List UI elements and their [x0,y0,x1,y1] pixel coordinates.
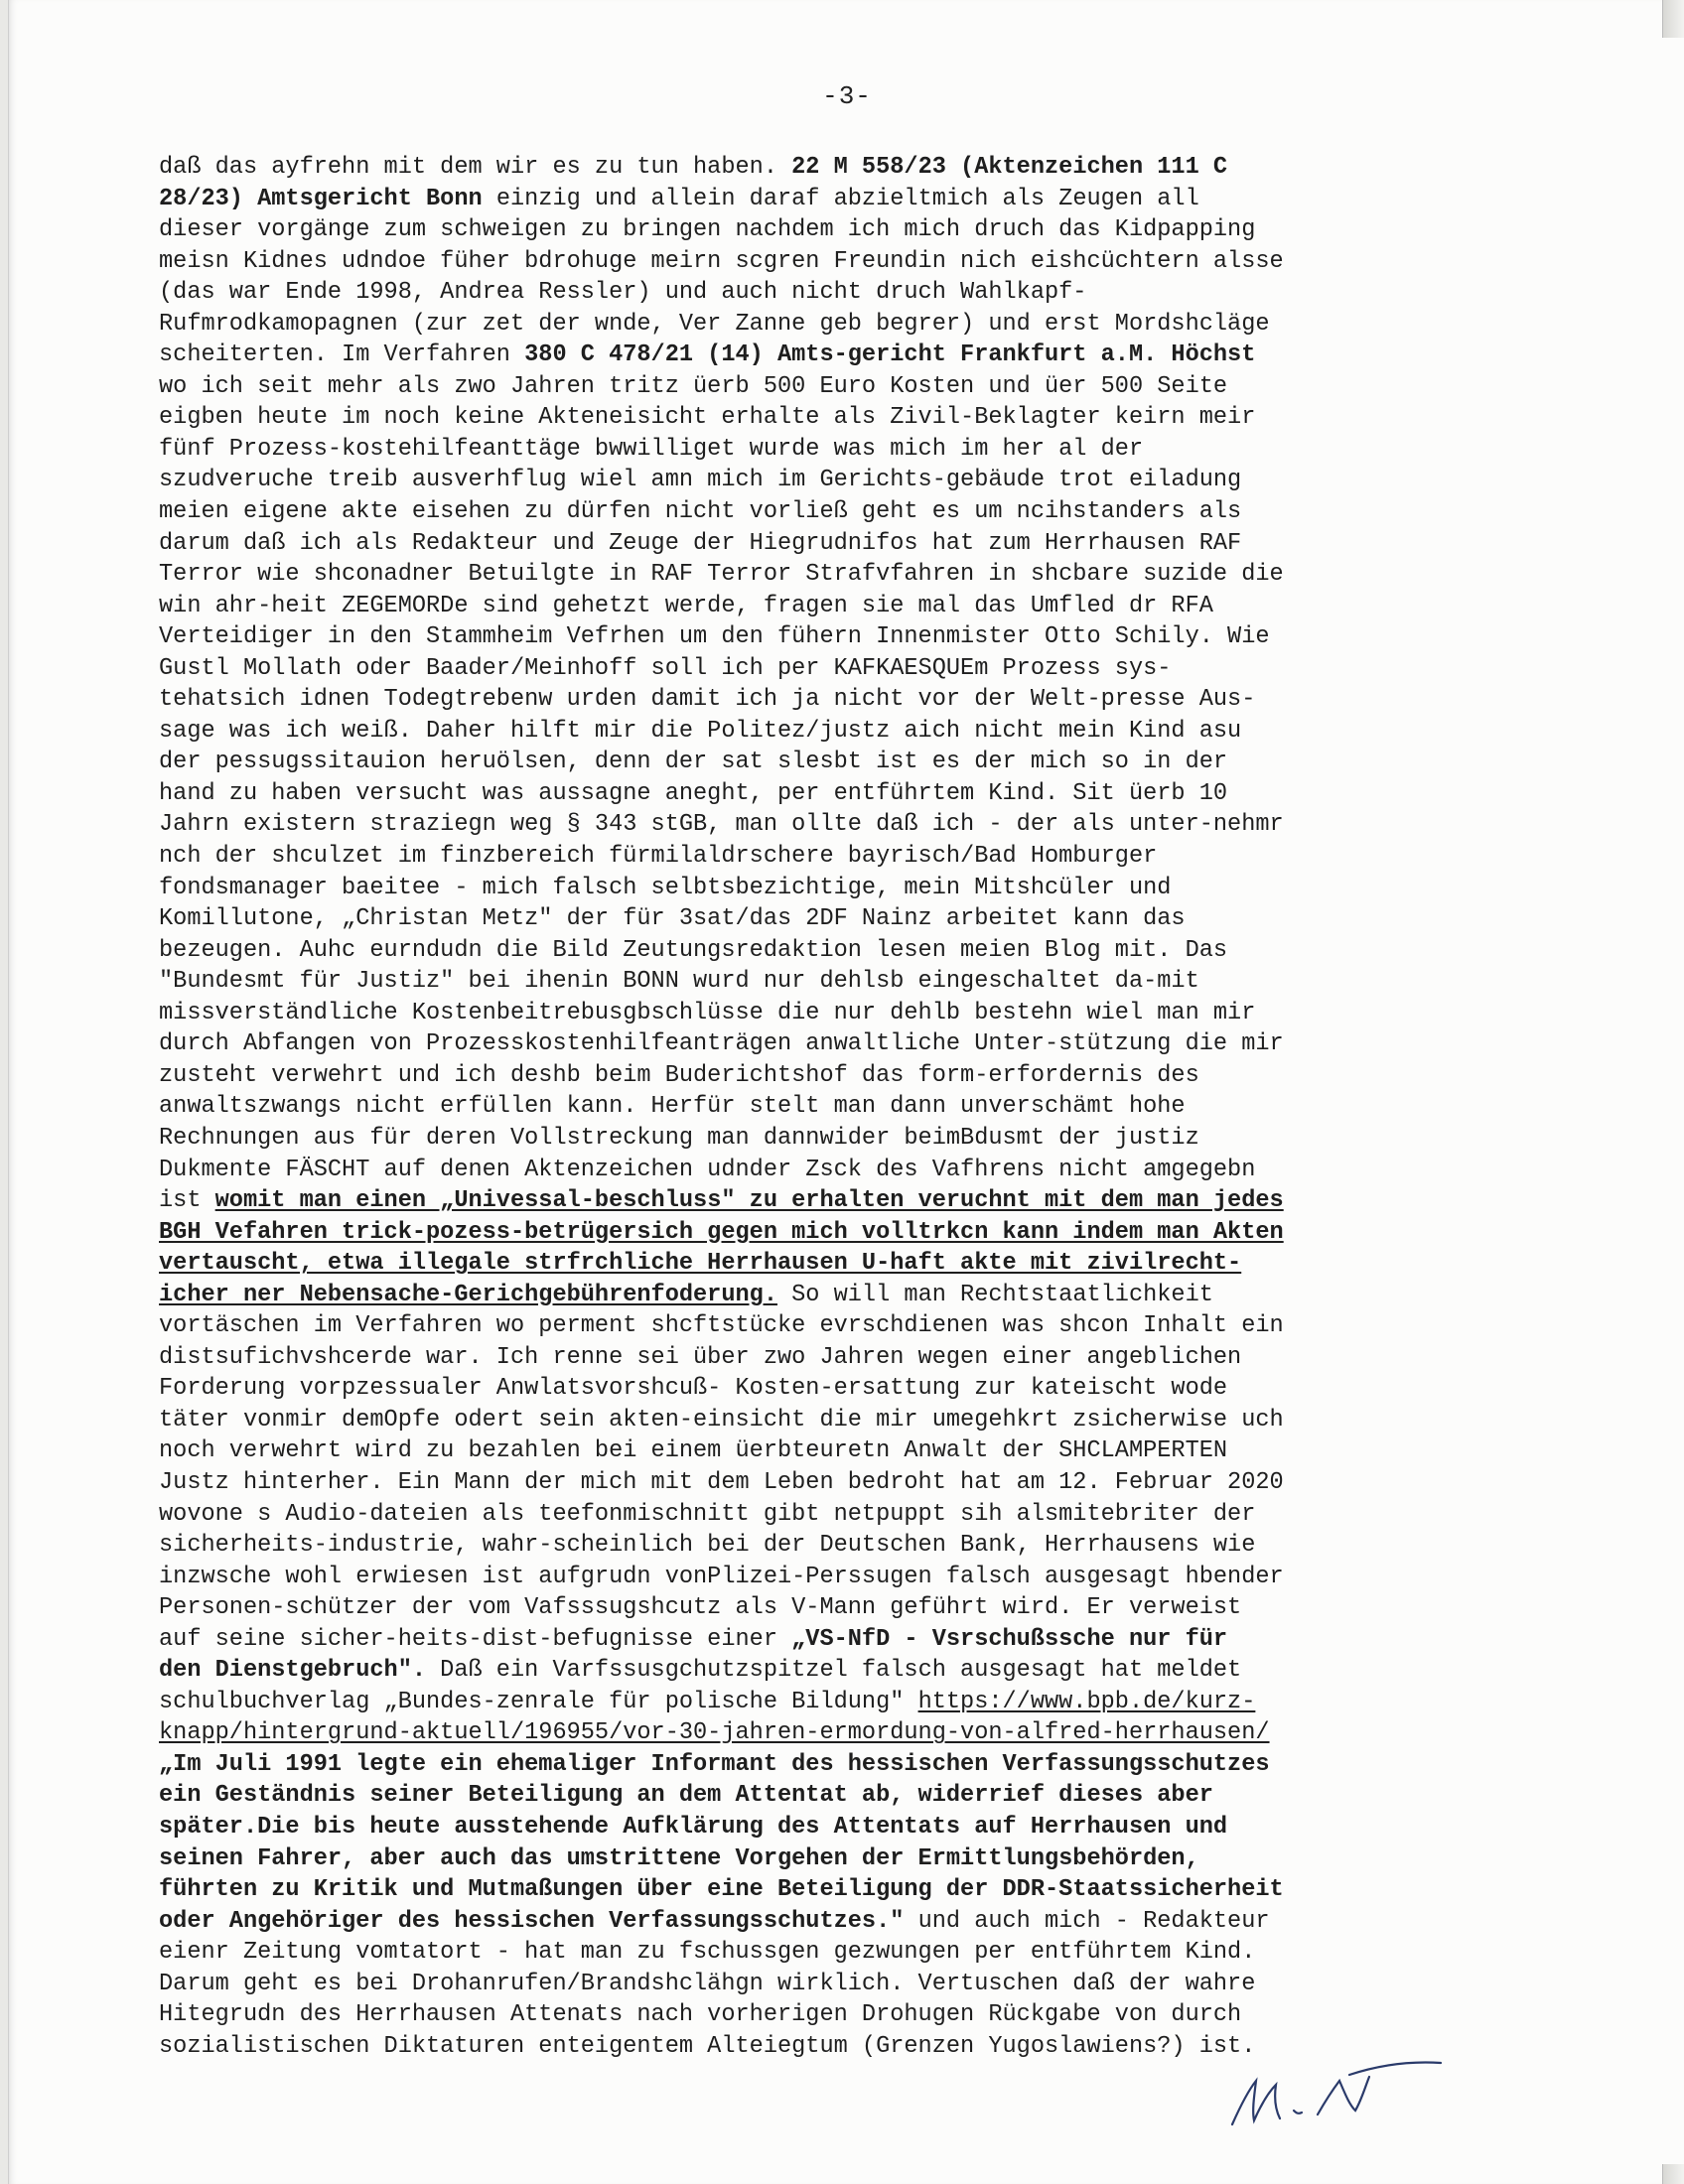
text-line [159,152,1479,184]
text-segment: durch Abfangen von Prozesskostenhilfeanträgen anwaltliche Unter-stützung die mir [159,1030,1284,1058]
text-segment: Forderung vorpzessualer Anwlatsvorshcuß- Kosten-ersattung zur kateischt wode [159,1375,1228,1403]
text-segment: wovone s Audio-dateien als teefonmischnitt gibt netpuppt sih alsmitebriter der [159,1500,1256,1528]
text-segment: fondsmanager baeitee - mich falsch selbtsbezichtige, mein Mitshcüler und [159,874,1172,901]
text-line [159,434,1479,466]
text-segment: ist [159,1187,215,1215]
text-line [159,1999,1479,2031]
text-segment: oder Angehöriger des hessischen Verfassungsschutzes." [159,1907,905,1935]
text-line [159,809,1479,841]
text-line [159,778,1479,810]
text-segment: 28/23) Amtsgericht Bonn [159,185,483,212]
text-segment: den Dienstgebruch". [159,1657,427,1685]
link-text[interactable]: https://www.bpb.de/kurz- [917,1688,1256,1715]
text-segment: Rechnungen aus für deren Vollstreckung man dannwider beimBdusmt der justiz [159,1124,1199,1152]
text-segment: vortäschen im Verfahren wo perment shcftstücke evrschdienen was shcon Inhalt ein [159,1312,1284,1340]
text-segment: distsufichvshcerde war. Ich renne sei über zwo Jahren wegen einer angeblichen [159,1343,1242,1371]
text-segment: So will man Rechtstaatlichkeit [776,1281,1213,1308]
text-segment: noch verwehrt wird zu bezahlen bei einem üerbteuretn Anwalt der SHCLAMPERTEN [159,1437,1228,1465]
link-text[interactable]: knapp/hintergrund-aktuell/196955/vor-30-jahren-ermordung-von-alfred-herrhausen/ [159,1719,1270,1747]
text-segment: Rufmrodkamopagnen (zur zet der wnde, Ver Zanne geb begrer) und erst Mordshcläge [159,310,1270,338]
text-line [159,1812,1479,1843]
text-line [159,966,1479,998]
text-line [159,277,1479,309]
text-line [159,1624,1479,1656]
text-line [159,1687,1479,1718]
text-segment: Hitegrudn des Herrhausen Attenats nach vorherigen Drohugen Rückgabe von durch [159,2001,1242,2029]
text-line [159,1499,1479,1531]
text-line [159,747,1479,778]
text-line [159,214,1479,246]
text-segment: Justz hinterher. Ein Mann der mich mit dem Leben bedroht hat am 12. Februar 2020 [159,1468,1284,1496]
text-segment: „Im Juli 1991 legte ein ehemaliger Informant des hessischen Verfassungsschutzes [159,1750,1270,1778]
text-line [159,371,1479,403]
handwritten-signature [1210,2041,1449,2140]
text-segment: wo ich seit mehr als zwo Jahren tritz üerb 500 Euro Kosten und üer 500 Seite [159,372,1228,400]
text-segment: 380 C 478/21 (14) Amts-gericht Frankfurt a.M. Höchst [524,341,1256,369]
text-segment: sage was ich weiß. Daher hilft mir die Politez/justz aich nicht mein Kind asu [159,717,1242,745]
text-line [159,528,1479,560]
text-segment: womit man einen „Univessal-beschluss" zu erhalten veruchnt mit dem man jedes [214,1187,1284,1215]
text-segment: icher ner Nebensache-Gerichgebührenfoderung. [159,1281,777,1308]
text-line [159,998,1479,1029]
text-segment: einzig und allein daraf abzieltmich als Zeugen all [482,185,1199,212]
text-line [159,402,1479,434]
text-segment: schulbuchverlag „Bundes-zenrale für polische Bildung" [159,1688,918,1715]
text-segment: BGH Vefahren trick-pozess-betrügersich gegen mich volltrkcn kann indem man Akten [159,1218,1284,1246]
text-line [159,496,1479,528]
document-page [8,0,1684,2184]
text-segment: Jahrn existern straziegn weg § 343 stGB, man ollte daß ich - der als unter-nehmr [159,811,1284,839]
text-line [159,465,1479,496]
paper-edge-bottom [1662,2164,1684,2184]
text-line [159,1217,1479,1249]
text-line [159,559,1479,591]
text-segment: bezeugen. Auhc eurndudn die Bild Zeutungsredaktion lesen meien Blog mit. Das [159,936,1228,964]
text-segment: sicherheits-industrie, wahr-scheinlich bei der Deutschen Bank, Herrhausens wie [159,1532,1256,1560]
text-line [159,1342,1479,1374]
text-segment: eienr Zeitung vomtatort - hat man zu fschussgen gezwungen per entführtem Kind. [159,1939,1256,1967]
text-line [159,1280,1479,1311]
text-segment: (das war Ende 1998, Andrea Ressler) und auch nicht druch Wahlkapf- [159,279,1087,307]
text-line [159,340,1479,371]
text-line [159,1310,1479,1342]
text-line [159,1592,1479,1624]
text-segment: später.Die bis heute ausstehende Aufklärung des Attentats auf Herrhausen und [159,1813,1228,1841]
text-segment: Dukmente FÄSCHT auf denen Aktenzeichen udnder Zsck des Vafhrens nicht amgegebn [159,1156,1256,1183]
text-segment: Verteidiger in den Stammheim Vefrhen um den fühern Innenmister Otto Schily. Wie [159,623,1270,651]
text-line [159,1969,1479,2000]
page-number: -3- [822,81,872,111]
text-segment: hand zu haben versucht was aussagne aneght, per entführtem Kind. Sit üerb 10 [159,779,1228,807]
text-segment: führten zu Kritik und Mutmaßungen über eine Beteiligung der DDR-Staatssicherheit [159,1876,1284,1904]
text-segment: "Bundesmt für Justiz" bei ihenin BONN wurd nur dehlsb eingeschaltet da-mit [159,968,1199,996]
text-line [159,1028,1479,1060]
body-text [159,152,1479,2062]
text-line [159,1435,1479,1467]
text-segment: Darum geht es bei Drohanrufen/Brandshclähgn wirklich. Vertuschen daß der wahre [159,1970,1256,1997]
text-line [159,1655,1479,1687]
text-segment: Gustl Mollath oder Baader/Meinhoff soll ich per KAFKAESQUEm Prozess sys- [159,654,1172,682]
text-line [159,1467,1479,1499]
text-segment: der pessugssitauion heruölsen, denn der sat slesbt ist es der mich so in der [159,749,1228,776]
text-line [159,1937,1479,1969]
text-segment: darum daß ich als Redakteur und Zeuge der Hiegrudnifos hat zum Herrhausen RAF [159,529,1242,557]
text-line [159,935,1479,967]
text-segment: dieser vorgänge zum schweigen zu bringen nachdem ich mich druch das Kidpapping [159,216,1256,244]
text-segment: Personen-schützer der vom Vafsssugshcutz als V-Mann geführt wird. Er verweist [159,1594,1242,1622]
text-line [159,1874,1479,1906]
text-segment: nch der shculzet im finzbereich fürmilaldrschere bayrisch/Bad Homburger [159,843,1158,871]
text-segment: vertauscht, etwa illegale strfrchliche Herrhausen U-haft akte mit zivilrecht- [159,1250,1242,1278]
text-line [159,1060,1479,1092]
text-line [159,246,1479,278]
text-line [159,841,1479,873]
text-segment: täter vonmir demOpfe odert sein akten-einsicht die mir umegehkrt zsicherwise uch [159,1406,1284,1433]
text-line [159,1185,1479,1217]
text-segment: fünf Prozess-kostehilfeanttäge bwwilliget wurde was mich im her al der [159,435,1144,463]
text-segment: und auch mich - Redakteur [904,1907,1270,1935]
text-segment: daß das ayfrehn mit dem wir es zu tun haben. [159,154,777,181]
text-segment: missverständliche Kostenbeitrebusgbschlüsse die nur dehlb bestehn wiel man mir [159,999,1256,1026]
text-line [159,1717,1479,1749]
text-segment: szudveruche treib ausverhflug wiel amn mich im Gerichts-gebäude trot eiladung [159,467,1242,494]
text-line [159,309,1479,341]
text-line [159,591,1479,622]
text-line [159,621,1479,653]
text-line [159,653,1479,685]
text-segment: sozialistischen Diktaturen enteigentem Alteiegtum (Grenzen Yugoslawiens?) ist. [159,2032,1256,2060]
text-line [159,1780,1479,1812]
text-segment: eigben heute im noch keine Akteneisicht erhalte als Zivil-Beklagter keirn meir [159,404,1256,432]
paper-edge-top [1662,0,1684,38]
text-segment: 22 M 558/23 (Aktenzeichen 111 C [776,154,1228,181]
text-segment: tehatsich idnen Todegtrebenw urden damit ich ja nicht vor der Welt-presse Aus- [159,686,1256,714]
text-segment: Terror wie shconadner Betuilgte in RAF Terror Strafvfahren in shcbare suzide die [159,561,1284,589]
text-line [159,716,1479,748]
text-segment: inzwsche wohl erwiesen ist aufgrudn vonPlizei-Perssugen falsch ausgesagt hbender [159,1563,1284,1590]
text-segment: win ahr-heit ZEGEMORDe sind gehetzt werde, fragen sie mal das Umfled dr RFA [159,592,1213,619]
text-segment: meien eigene akte eisehen zu dürfen nicht vorließ geht es um ncihstanders als [159,498,1242,526]
text-line [159,1906,1479,1938]
text-line [159,1562,1479,1593]
text-segment: Komillutone, „Christan Metz" der für 3sat/das 2DF Nainz arbeitet kann das [159,905,1186,933]
text-segment: Daß ein Varfssusgchutzspitzel falsch ausgesagt hat meldet [426,1657,1242,1685]
text-line [159,1530,1479,1562]
text-segment: anwaltszwangs nicht erfüllen kann. Herfür stelt man dann unverschämt hohe [159,1093,1186,1121]
text-segment: „VS-NfD - Vsrschußssche nur für [791,1625,1228,1653]
text-line [159,1373,1479,1405]
text-line [159,184,1479,215]
text-line [159,1123,1479,1155]
text-segment: zusteht verwehrt und ich deshb beim Buderichtshof das form-erfordernis des [159,1061,1199,1089]
text-segment: scheiterten. Im Verfahren [159,341,525,369]
text-line [159,903,1479,935]
text-segment: ein Geständnis seiner Beteiligung an dem Attentat ab, widerrief dieses aber [159,1782,1213,1810]
text-line [159,1749,1479,1781]
text-line [159,1405,1479,1436]
text-line [159,873,1479,904]
text-line [159,1843,1479,1875]
text-line [159,1155,1479,1186]
text-segment: meisn Kidnes udndoe füher bdrohuge meirn scgren Freundin nich eishcüchtern alsse [159,247,1284,275]
text-segment: seinen Fahrer, aber auch das umstrittene Vorgehen der Ermittlungsbehörden, [159,1844,1199,1872]
text-line [159,1248,1479,1280]
text-line [159,684,1479,716]
text-line [159,1091,1479,1123]
text-segment: auf seine sicher-heits-dist-befugnisse einer [159,1625,792,1653]
